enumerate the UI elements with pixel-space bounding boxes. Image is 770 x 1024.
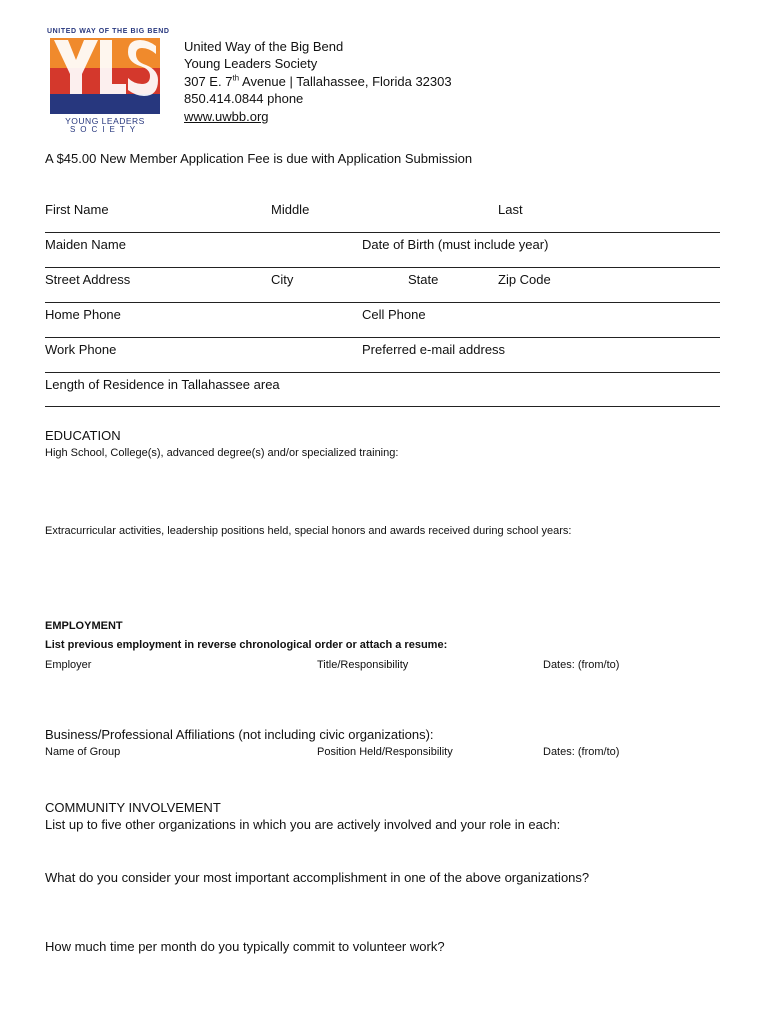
maiden-name-label: Maiden Name xyxy=(45,237,126,252)
logo-young-leaders: YOUNG LEADERS xyxy=(65,116,145,126)
education-heading: EDUCATION xyxy=(45,428,121,443)
education-activities-prompt: Extracurricular activities, leadership positions held, special honors and awards received during school years: xyxy=(45,525,572,537)
org-name: United Way of the Big Bend xyxy=(184,39,344,54)
phone-line[interactable] xyxy=(45,337,720,338)
volunteer-time-question: How much time per month do you typically commit to volunteer work? xyxy=(45,939,445,954)
city-label: City xyxy=(271,272,294,287)
logo-society: SOCIETY xyxy=(69,125,141,134)
dates-column-label: Dates: (from/to) xyxy=(543,659,620,671)
yls-logo xyxy=(47,28,170,134)
community-heading: COMMUNITY INVOLVEMENT xyxy=(45,800,221,815)
work-phone-label: Work Phone xyxy=(45,342,117,357)
first-name-label: First Name xyxy=(45,202,109,217)
address-number: 307 E. 7 xyxy=(184,73,233,89)
community-instruction: List up to five other organizations in which you are actively involved and your role in each: xyxy=(45,817,561,832)
cell-phone-label: Cell Phone xyxy=(362,307,426,322)
logo-top-text: UNITED WAY OF THE BIG BEND xyxy=(47,28,170,35)
affiliations-heading: Business/Professional Affiliations (not including civic organizations): xyxy=(45,727,434,742)
state-label: State xyxy=(408,272,439,287)
employer-column-label: Employer xyxy=(45,659,92,671)
employment-instruction: List previous employment in reverse chronological order or attach a resume: xyxy=(45,639,448,651)
work-email-line[interactable] xyxy=(45,372,720,373)
org-phone: 850.414.0844 phone xyxy=(184,91,304,107)
address-ordinal: th xyxy=(232,73,240,83)
affiliation-dates-column-label: Dates: (from/to) xyxy=(543,746,620,758)
position-column-label: Position Held/Responsibility xyxy=(317,746,453,758)
address-line[interactable] xyxy=(45,302,720,303)
group-column-label: Name of Group xyxy=(45,746,121,758)
email-label: Preferred e-mail address xyxy=(362,342,506,357)
accomplishment-question: What do you consider your most important accomplishment in one of the above organizations? xyxy=(45,870,590,885)
title-column-label: Title/Responsibility xyxy=(317,659,409,671)
zip-label: Zip Code xyxy=(498,272,551,287)
residence-line[interactable] xyxy=(45,406,720,407)
street-label: Street Address xyxy=(45,272,131,287)
home-phone-label: Home Phone xyxy=(45,307,121,322)
website-link[interactable]: www.uwbb.org xyxy=(184,108,269,124)
address-rest: Avenue | Tallahassee, Florida 32303 xyxy=(239,73,452,89)
middle-name-label: Middle xyxy=(271,202,310,217)
yls-logo-mark xyxy=(50,38,160,114)
name-line[interactable] xyxy=(45,232,720,233)
dob-label: Date of Birth (must include year) xyxy=(362,237,549,252)
residence-label: Length of Residence in Tallahassee area xyxy=(45,377,280,392)
society-name: Young Leaders Society xyxy=(184,56,318,72)
education-schools-prompt: High School, College(s), advanced degree(s) and/or specialized training: xyxy=(45,447,399,459)
employment-heading: EMPLOYMENT xyxy=(45,620,123,632)
org-address-block xyxy=(184,38,452,125)
last-name-label: Last xyxy=(498,202,523,217)
maiden-dob-line[interactable] xyxy=(45,267,720,268)
street-address xyxy=(184,73,452,90)
fee-notice: A $45.00 New Member Application Fee is due with Application Submission xyxy=(45,151,473,166)
